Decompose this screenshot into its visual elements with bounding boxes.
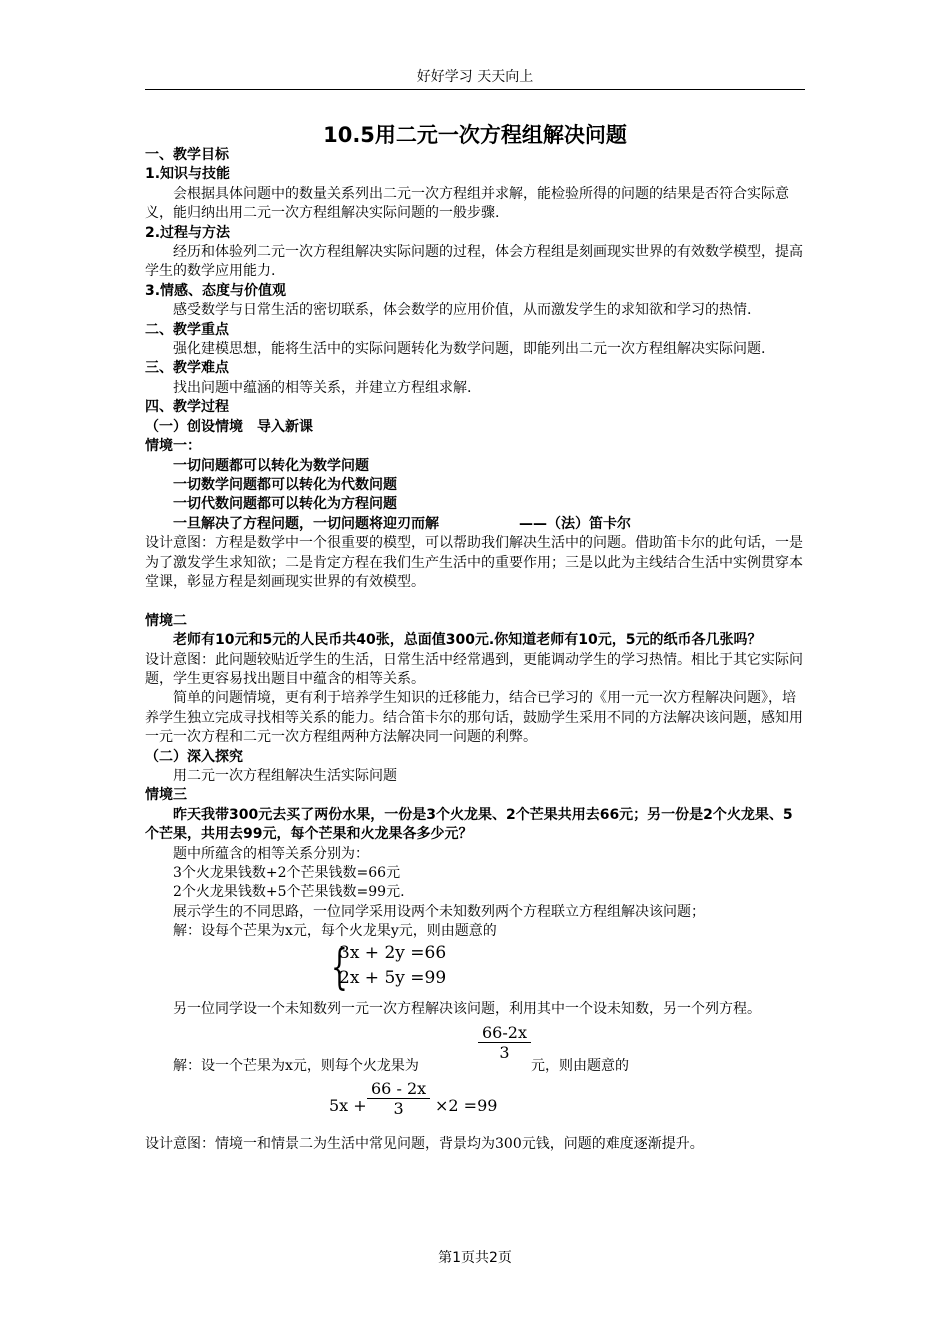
heading-knowledge: 1.知识与技能 (145, 166, 231, 183)
paragraph-deep-inquiry: 用二元一次方程组解决生活实际问题 (173, 767, 397, 784)
equation-2: 2x + 5y =99 (339, 967, 447, 988)
quote-attribution: ——（法）笛卡尔 (519, 515, 631, 532)
paragraph-process: 经历和体验列二元一次方程组解决实际问题的过程，体会方程组是刻画现实世界的有效数学模型，提高学生的数学应用能力. (145, 244, 803, 280)
design-intent-2: 设计意图：此问题较贴近学生的生活，日常生活中经常遇到，更能调动学生的学习热情。相比于其它实际问题，学生更容易找出题目中蕴含的相等关系。 (145, 651, 803, 687)
solution-2-intro: 另一位同学设一个未知数列一元一次方程解决该问题，利用其中一个设未知数，另一个列方程。 (173, 1000, 761, 1017)
equation-3-fraction (367, 1079, 430, 1119)
heading-scenario-2: 情境二 (145, 612, 187, 629)
problem-scenario-3: 昨天我带300元去买了两份水果，一份是3个火龙果、2个芒果共用去66元；另一份是2个火龙果、5个芒果，共用去99元，每个芒果和火龙果各多少元？ (145, 806, 793, 843)
design-intent-3: 设计意图：情境一和情景二为生活中常见问题，背景均为300元钱，问题的难度逐渐提升。 (145, 1136, 704, 1153)
solution-2-line (145, 1019, 805, 1079)
equation-3-left: 5x + (329, 1096, 367, 1116)
problem-scenario-2: 老师有10元和5元的人民币共40张，总面值300元.你知道老师有10元，5元的纸币各几张吗？ (173, 632, 762, 649)
equation-3 (145, 1079, 805, 1135)
heading-scenario-3: 情境三 (145, 787, 187, 804)
paragraph-key-points: 强化建模思想，能将生活中的实际问题转化为数学问题，即能列出二元一次方程组解决实际问题. (173, 341, 766, 358)
page-footer: 第1页共2页 (438, 1250, 512, 1266)
content-body (145, 146, 805, 1154)
quote-text: 一旦解决了方程问题，一切问题将迎刃而解 (173, 515, 439, 532)
solution-2-text-a: 解：设一个芒果为x元，则每个火龙果为 (173, 1058, 419, 1075)
equation-3-right: ×2 =99 (435, 1096, 498, 1116)
show-approaches: 展示学生的不同思路，一位同学采用设两个未知数列两个方程联立方程组解决该问题； (173, 903, 705, 920)
quote-line-4 (145, 515, 805, 534)
heading-process: 2.过程与方法 (145, 224, 231, 241)
heading-objectives: 一、教学目标 (145, 147, 229, 163)
heading-scenario-1: 情境一： (145, 438, 201, 455)
heading-create-scenario: （一）创设情境 导入新课 (145, 418, 313, 435)
page-header: 好好学习 天天向上 (416, 69, 534, 85)
quote-line-1: 一切问题都可以转化为数学问题 (173, 457, 369, 474)
page-title: 10.5用二元一次方程组解决问题 (323, 123, 627, 147)
relations-intro: 题中所蕴含的相等关系分别为： (173, 845, 369, 862)
paragraph-emotion: 感受数学与日常生活的密切联系，体会数学的应用价值，从而激发学生的求知欲和学习的热情. (173, 302, 752, 319)
fraction-denominator: 3 (499, 1043, 510, 1063)
heading-teaching-process: 四、教学过程 (145, 399, 229, 416)
equation-3-numerator: 66 - 2x (367, 1079, 430, 1099)
equation-3-denominator: 3 (393, 1099, 404, 1119)
quote-line-2: 一切数学问题都可以转化为代数问题 (173, 476, 397, 493)
paragraph-knowledge: 会根据具体问题中的数量关系列出二元一次方程组并求解，能检验所得的问题的结果是否符合实际意义，能归纳出用二元一次方程组解决实际问题的一般步骤. (145, 185, 789, 222)
quote-line-3: 一切代数问题都可以转化为方程问题 (173, 496, 397, 513)
design-intent-1: 设计意图：方程是数学中一个很重要的模型，可以帮助我们解决生活中的问题。借助笛卡尔的此句话，一是为了激发学生求知欲；二是肯定方程在我们生产生活中的重要作用；三是以此为主线结合生活中实例贯穿本堂课，彰显方程是刻画现实世界的有效模型。 (145, 535, 803, 590)
heading-emotion: 3.情感、态度与价值观 (145, 282, 287, 299)
relation-2: 2个火龙果钱数+5个芒果钱数=99元. (173, 884, 405, 901)
brace-icon: { (331, 938, 348, 995)
header-rule (145, 89, 805, 90)
relation-1: 3个火龙果钱数+2个芒果钱数=66元 (173, 865, 401, 882)
design-intent-2b: 简单的问题情境，更有利于培养学生知识的迁移能力，结合已学习的《用一元一次方程解决问题》，培养学生独立完成寻找相等关系的能力。结合笛卡尔的那句话，鼓励学生采用不同的方法解决该问题，感知用一元一次方程和二元一次方程组两种方法解决同一问题的利弊。 (145, 690, 803, 746)
equation-1: 3x + 2y =66 (339, 942, 447, 963)
solution-2-text-b: 元，则由题意的 (531, 1058, 629, 1075)
fraction-numerator: 66-2x (478, 1023, 531, 1043)
paragraph-difficulties: 找出问题中蕴涵的相等关系，并建立方程组求解. (173, 379, 472, 396)
heading-difficulties: 三、教学难点 (145, 360, 229, 377)
heading-deep-inquiry: （二）深入探究 (145, 748, 243, 765)
fraction-expression (478, 1023, 531, 1063)
equation-system (331, 938, 471, 996)
solution-1-intro: 解：设每个芒果为x元，每个火龙果y元，则由题意的 (173, 923, 497, 940)
heading-key-points: 二、教学重点 (145, 321, 229, 338)
